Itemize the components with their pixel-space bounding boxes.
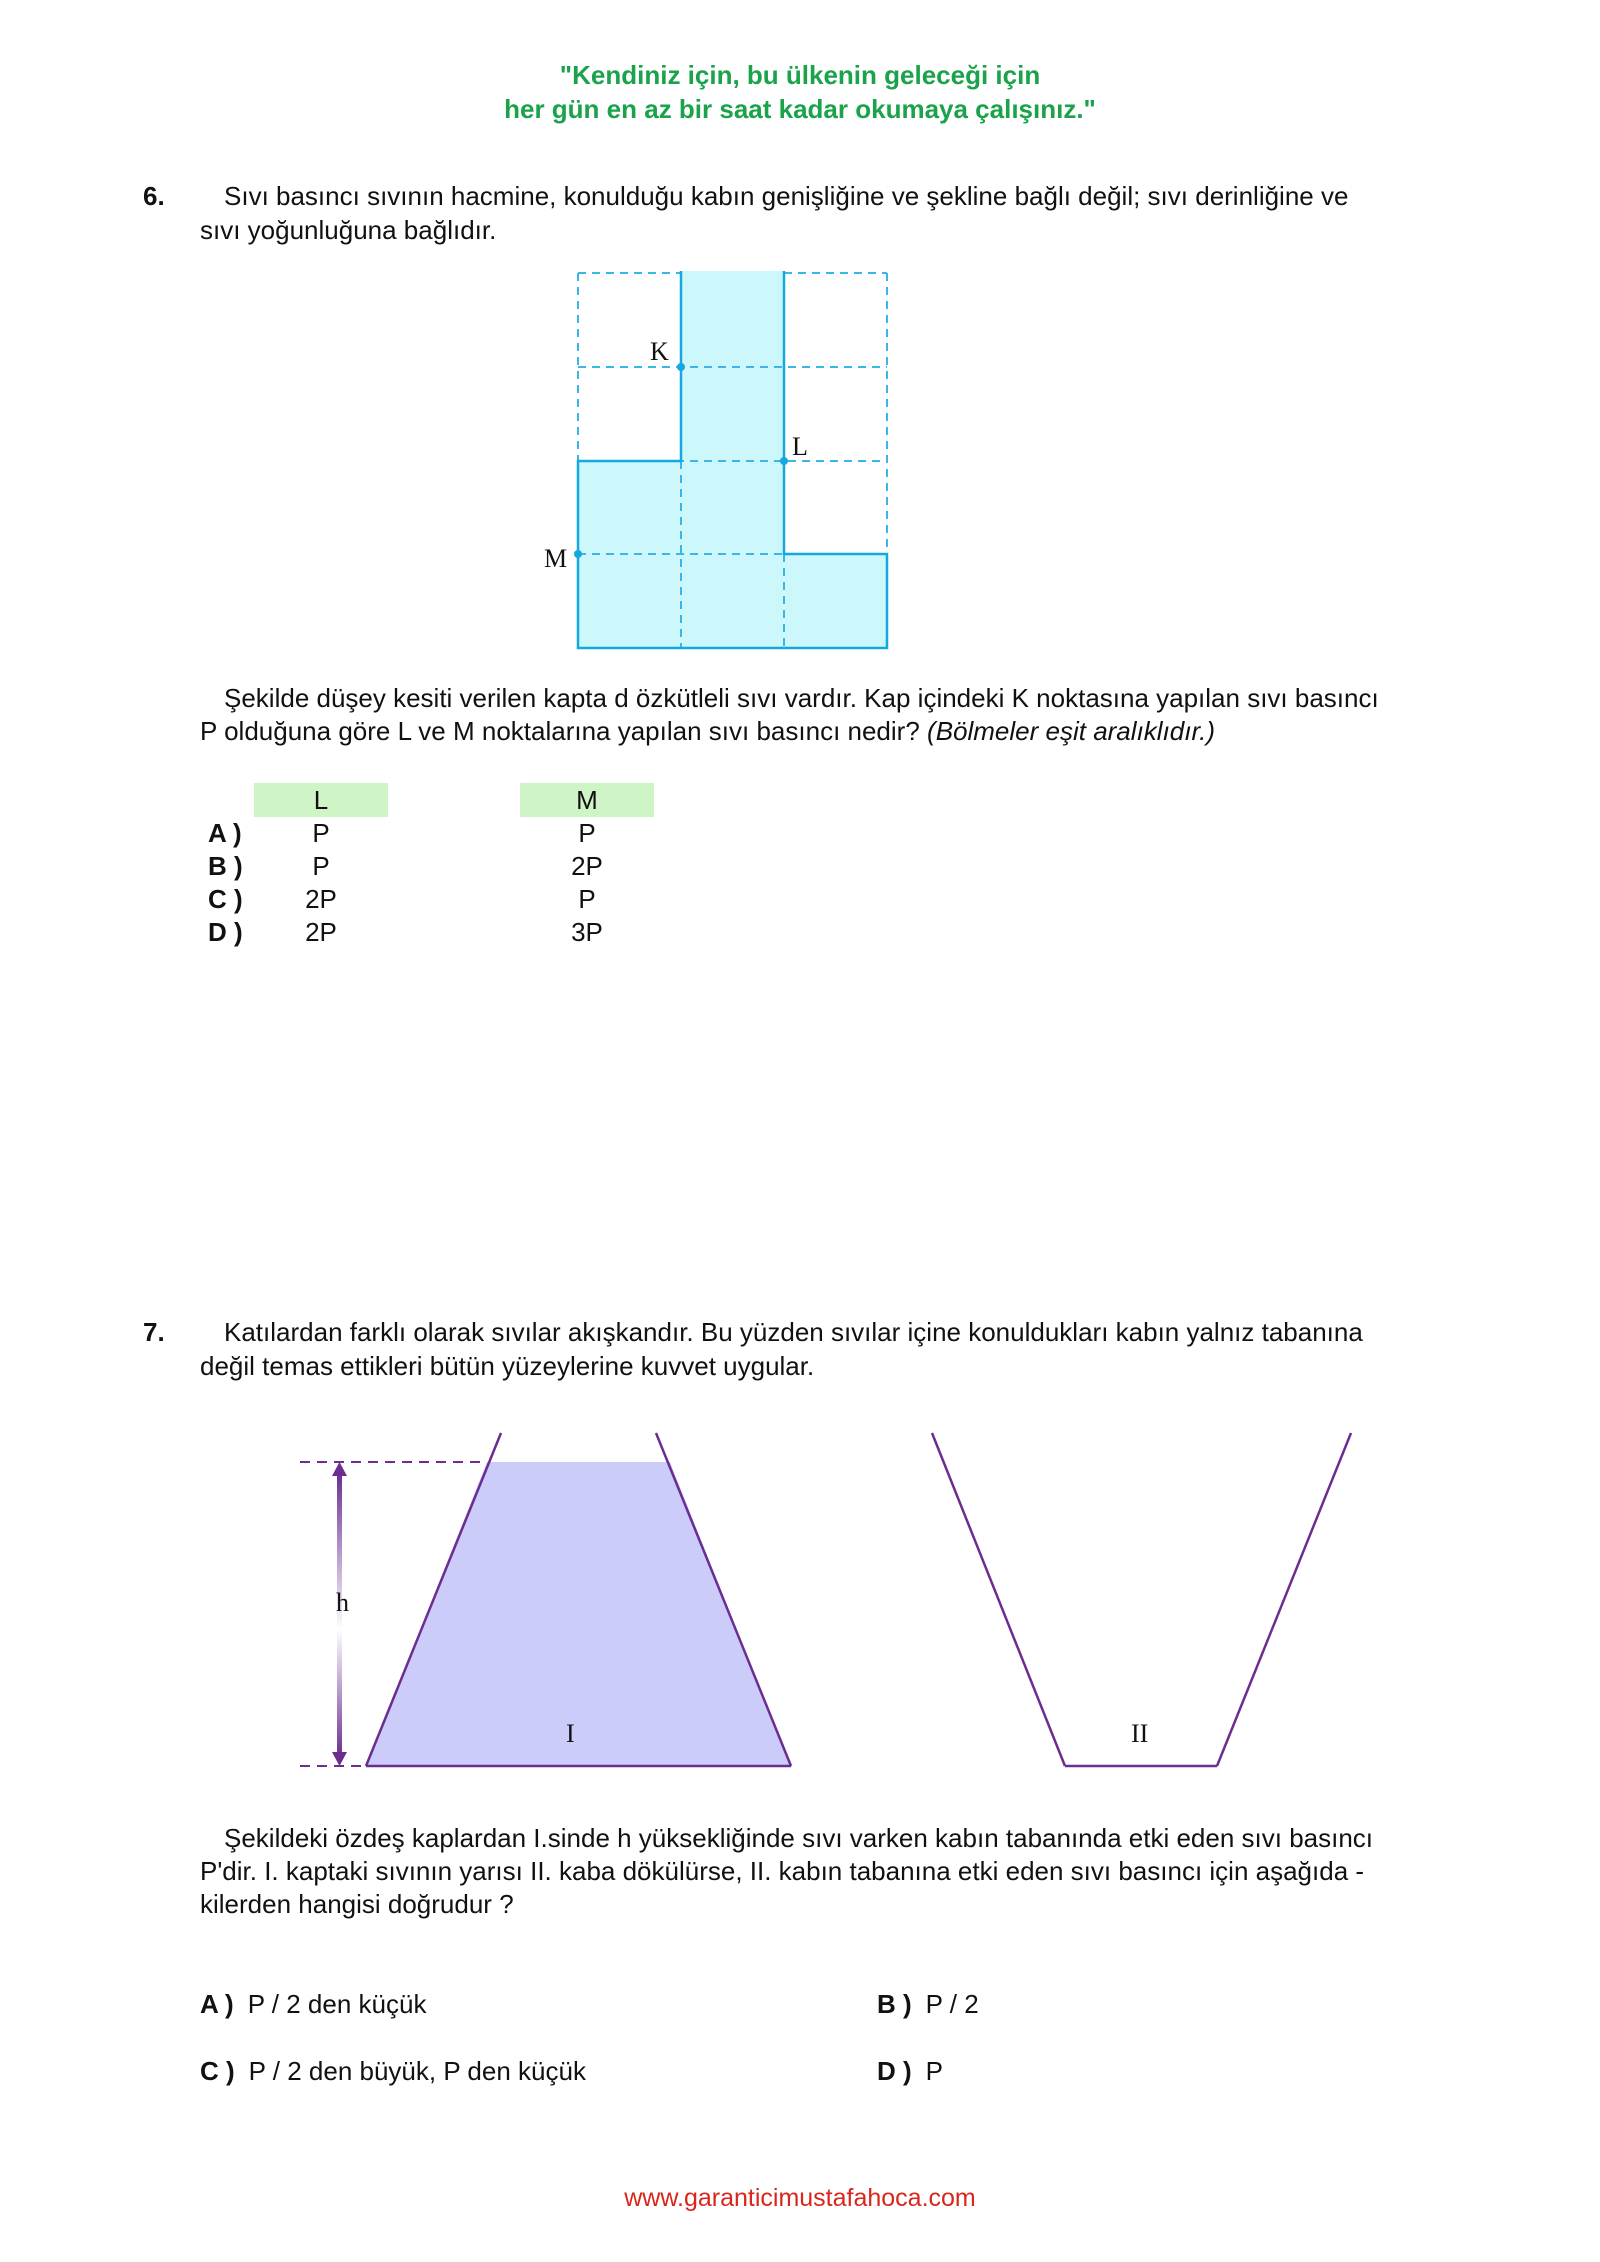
option-d[interactable]: [877, 2056, 943, 2087]
label-ii: II: [1131, 1719, 1149, 1748]
question-line-2: [200, 715, 1215, 748]
vessel-i: [300, 1433, 791, 1766]
vessel-ii-right-wall: [1217, 1433, 1351, 1766]
question-line-3: kilerden hangisi doğrudur ?: [200, 1889, 514, 1919]
point-l: [780, 457, 788, 465]
question-line-1: Şekildeki özdeş kaplardan I.sinde h yüksekliğinde sıvı varken kabın tabanında etki eden sıvı basıncı: [224, 1823, 1374, 1853]
option-b[interactable]: [877, 1989, 979, 2020]
question-note: (Bölmeler eşit aralıklıdır.): [927, 716, 1216, 746]
option-a[interactable]: [200, 1989, 426, 2020]
label-m: M: [544, 544, 568, 573]
option-a-label: A ): [200, 1989, 234, 2019]
label-k: K: [650, 337, 669, 366]
question-number: 7.: [143, 1317, 165, 1347]
question-number: 6.: [143, 181, 165, 211]
choice-d-l: 2P: [305, 917, 337, 947]
option-b-label: B ): [877, 1989, 912, 2019]
option-c-text: P / 2 den büyük, P den küçük: [248, 2056, 586, 2086]
choice-a-l: P: [312, 818, 330, 848]
choice-a-label[interactable]: A ): [208, 818, 242, 848]
choice-b-m: 2P: [571, 851, 603, 881]
label-h: h: [336, 1588, 349, 1617]
liquid-center-column: [681, 271, 784, 648]
option-d-label: D ): [877, 2056, 912, 2086]
intro-line-1: Sıvı basıncı sıvının hacmine, konulduğu kabın genişliğine ve şekline bağlı değil; sıvı derinliğine ve: [224, 181, 1349, 211]
height-arrow-head-bottom: [332, 1752, 347, 1766]
vessel-ii: [932, 1433, 1351, 1766]
header-quote-line2: her gün en az bir saat kadar okumaya çalışınız.": [504, 94, 1096, 124]
question-text: P olduğuna göre L ve M noktalarına yapılan sıvı basıncı nedir?: [200, 716, 920, 746]
intro-line-2: sıvı yoğunluğuna bağlıdır.: [200, 215, 497, 245]
choice-a-m: P: [578, 818, 596, 848]
label-l: L: [792, 432, 808, 461]
vessel-i-liquid: [366, 1462, 791, 1766]
vessel-ii-left-wall: [932, 1433, 1065, 1766]
column-header-m: M: [520, 783, 654, 817]
choice-c-m: P: [578, 884, 596, 914]
option-c[interactable]: [200, 2056, 586, 2087]
option-d-text: P: [925, 2056, 944, 2086]
intro-line-1: Katılardan farklı olarak sıvılar akışkandır. Bu yüzden sıvılar içine konuldukları kabın yalnız tabanına: [224, 1317, 1363, 1347]
column-header-l: L: [254, 783, 388, 817]
vessels-figure: [290, 1420, 1370, 1780]
liquid-right-block: [784, 554, 887, 648]
header-quote-line1: "Kendiniz için, bu ülkenin geleceği için: [559, 60, 1041, 90]
choice-d-m: 3P: [571, 917, 603, 947]
option-a-text: P / 2 den küçük: [247, 1989, 427, 2019]
option-c-label: C ): [200, 2056, 235, 2086]
height-arrow-head-top: [332, 1462, 347, 1476]
choice-b-l: P: [312, 851, 330, 881]
choice-c-l: 2P: [305, 884, 337, 914]
choice-d-label[interactable]: D ): [208, 917, 243, 947]
footer-url[interactable]: www.garanticimustafahoca.com: [624, 2184, 976, 2212]
point-m: [574, 550, 582, 558]
choice-c-label[interactable]: C ): [208, 884, 243, 914]
liquid-fill: [578, 271, 887, 648]
option-b-text: P / 2: [925, 1989, 979, 2019]
question-line-1: Şekilde düşey kesiti verilen kapta d özkütleli sıvı vardır. Kap içindeki K noktasına yapılan sıvı basıncı: [224, 683, 1379, 713]
point-k: [677, 363, 685, 371]
label-i: I: [566, 1719, 575, 1748]
intro-line-2: değil temas ettikleri bütün yüzeylerine kuvvet uygular.: [200, 1351, 815, 1381]
choice-b-label[interactable]: B ): [208, 851, 243, 881]
question-line-2: P'dir. I. kaptaki sıvının yarısı II. kaba dökülürse, II. kabın tabanına etki eden sıvı basıncı için aşağıda -: [200, 1856, 1365, 1886]
container-figure: [520, 260, 940, 660]
